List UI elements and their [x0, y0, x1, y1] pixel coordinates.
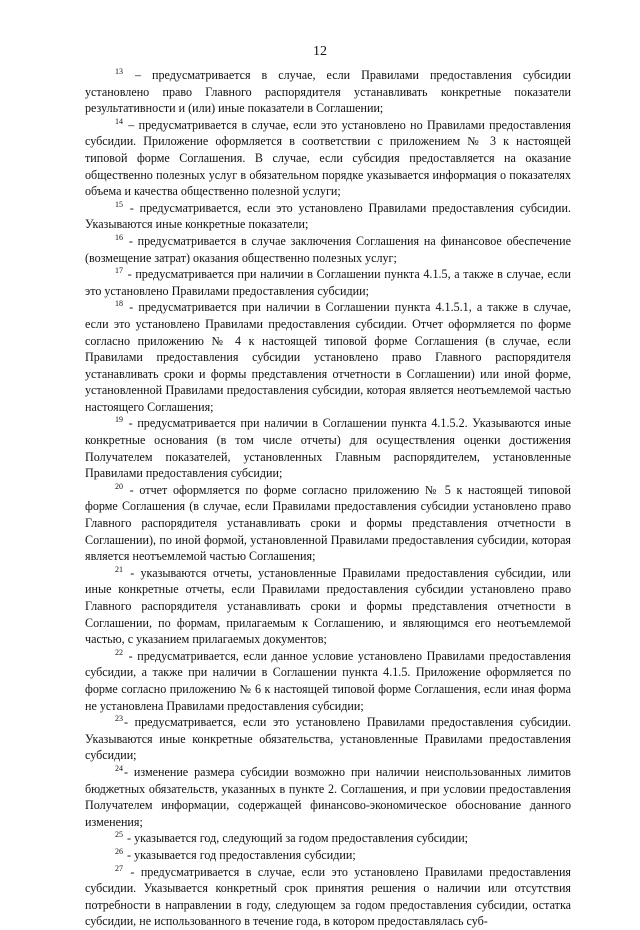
footnote-text: - предусматривается, если это установлено Правилами предоставления субсидии. Указываются иные конкретные обязательства, установленные Правилами предоставления субсидии; [85, 715, 571, 763]
footnote-14 [85, 117, 571, 200]
footnote-27 [85, 864, 571, 930]
footnotes-section [85, 67, 571, 930]
footnote-number: 25 [115, 830, 123, 840]
footnote-16 [85, 233, 571, 266]
footnote-23 [85, 714, 571, 764]
footnote-text: - изменение размера субсидии возможно при наличии неиспользованных лимитов бюджетных обязательств, указанных в пункте 2. Соглашения, и при условии предоставления Получателем информации, содержащей финансово-экономическое обоснование данного изменения; [85, 764, 571, 829]
footnote-26 [85, 847, 571, 864]
footnote-13 [85, 67, 571, 117]
footnote-22 [85, 648, 571, 714]
footnote-21 [85, 565, 571, 648]
footnote-15 [85, 200, 571, 233]
footnote-text: - указываются отчеты, установленные Правилами предоставления субсидии, или иные конкретные отчеты, если Правилами предоставления субсидии установлено право Главного распорядителя устанавливать сроки и формы представления отчетности в Соглашении, по формам, прилагаемым к Соглашению, и являющимся его неотъемлемой частью, с указанием прилагаемых документов; [85, 565, 571, 647]
footnote-number: 22 [115, 647, 123, 657]
footnote-number: 21 [115, 564, 123, 574]
footnote-text: - предусматривается при наличии в Соглашении пункта 4.1.5.1, а также в случае, если это установлено Правилами предоставления субсидии. Отчет оформляется по форме согласно приложению № 4 к настоящей типовой форме Соглашения (в случае, если Правилами предоставления субсидии установлено право Главного распорядителя устанавливать сроки и формы представления отчетности в Соглашении) или иной форме, установленной Правилами предоставления субсидии, которая является неотъемлемой частью настоящего Соглашения; [85, 300, 571, 414]
footnote-number: 27 [115, 863, 123, 873]
footnote-number: 17 [115, 266, 123, 276]
footnote-number: 14 [115, 116, 123, 126]
footnote-number: 16 [115, 232, 123, 242]
footnote-text: - предусматривается в случае заключения Соглашения на финансовое обеспечение (возмещение затрат) оказания общественно полезных услуг; [85, 233, 571, 265]
footnote-text: - предусматривается при наличии в Соглашении пункта 4.1.5, а также в случае, если это установлено Правилами предоставления субсидии; [85, 267, 571, 298]
footnote-number: 26 [115, 846, 123, 856]
footnote-text: - предусматривается, если это установлено Правилами предоставления субсидии. Указываются иные конкретные показатели; [85, 200, 571, 232]
footnote-20 [85, 482, 571, 565]
footnote-text: - предусматривается, если данное условие установлено Правилами предоставления субсидии, а также при наличии в Соглашении пункта 4.1.5. Приложение оформляется по форме согласно приложению № 6 к настоящей типовой форме Соглашения, если иная форма не установлена Правилами предоставления субсидии; [85, 648, 571, 713]
footnote-number: 23 [115, 714, 123, 724]
footnote-text: - предусматривается в случае, если это установлено Правилами предоставления субсидии. Указывается конкретный срок принятия решения о наличии или отсутствия потребности в направлении в году, следующем за годом предоставления субсидии, остатка субсидии, не использованного в течение года, в котором предоставлялась суб- [85, 864, 571, 929]
footnote-19 [85, 415, 571, 481]
footnote-text: - отчет оформляется по форме согласно приложению № 5 к настоящей типовой форме Соглашения (в случае, если Правилами предоставления субсидии установлено право Главного распорядителя устанавливать сроки и формы представления отчетности в Соглашении), по иной формой, установленной Правилами предоставления субсидии, которая является неотъемлемой частью Соглашения; [85, 482, 571, 564]
footnote-text: – предусматривается в случае, если это установлено но Правилами предоставления субсидии. Приложение оформляется в соответствии с приложением № 3 к настоящей типовой форме Соглашения. В случае, если субсидия предоставляется на оказание общественно полезных услуг в обязательном порядке указывается информация о показателях объема и качества общественно полезной услуги; [85, 117, 571, 199]
footnote-17 [85, 266, 571, 299]
footnote-number: 24 [115, 763, 123, 773]
footnote-number: 15 [115, 199, 123, 209]
footnote-number: 20 [115, 481, 123, 491]
footnote-number: 18 [115, 299, 123, 309]
footnote-18 [85, 299, 571, 415]
footnote-text: - указывается год, следующий за годом предоставления субсидии; [124, 831, 469, 846]
footnote-text: - предусматривается при наличии в Соглашении пункта 4.1.5.2. Указываются иные конкретные основания (в том числе отчеты) для осуществления оценки достижения Получателем показателей, установленных Главным распорядителем, установленные Правилами предоставления субсидии; [85, 416, 571, 481]
footnote-24 [85, 764, 571, 830]
footnote-25 [85, 830, 571, 847]
footnote-text: – предусматривается в случае, если Правилами предоставления субсидии установлено право Главного распорядителя устанавливать конкретные показатели результативности и (или) иные показатели в Соглашении; [85, 68, 571, 116]
footnote-text: - указывается год предоставления субсидии; [124, 847, 356, 862]
page-number: 12 [313, 44, 327, 59]
footnote-number: 13 [115, 67, 123, 76]
footnote-number: 19 [115, 415, 123, 425]
